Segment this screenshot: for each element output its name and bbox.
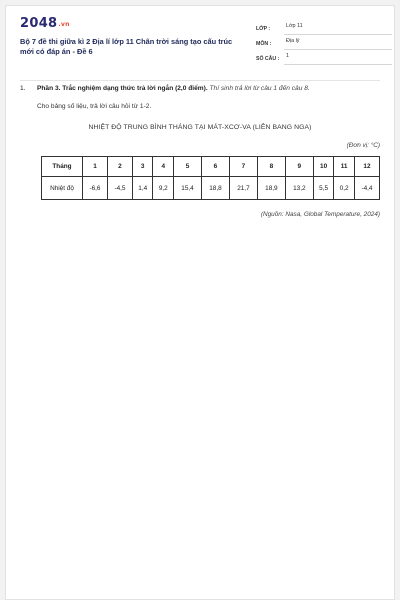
table-month-cell: 5	[174, 157, 202, 177]
table-month-cell: 8	[257, 157, 285, 177]
table-value-cell: -4,5	[107, 177, 132, 200]
table-month-cell: 9	[285, 157, 313, 177]
table-month-cell: 3	[132, 157, 153, 177]
table-source: (Nguồn: Nasa, Global Temperature, 2024)	[260, 211, 380, 218]
table-row-label: Nhiệt độ	[42, 177, 83, 200]
table-value-cell: 1,4	[132, 177, 153, 200]
table-month-cell: 11	[334, 157, 355, 177]
table-value-cell: 9,2	[153, 177, 174, 200]
question-intro: Cho bảng số liệu, trả lời câu hỏi từ 1-2.	[37, 103, 152, 110]
page-header	[20, 16, 380, 74]
meta-value: 1	[284, 53, 392, 65]
table-value-cell: 18,9	[257, 177, 285, 200]
table-month-cell: 1	[83, 157, 108, 177]
document-page	[5, 5, 395, 600]
question-block	[20, 84, 380, 219]
table-header-row	[42, 157, 380, 177]
table-value-cell: -4,4	[354, 177, 379, 200]
logo-main: 2048	[20, 16, 58, 31]
question-part: Phần 3. Trắc nghiệm dạng thức trả lời ngắn (2,0 điểm).	[37, 85, 208, 92]
table-row	[42, 177, 380, 200]
table-value-cell: 0,2	[334, 177, 355, 200]
table-value-cell: 13,2	[285, 177, 313, 200]
meta-row-subject	[256, 35, 392, 50]
meta-info	[256, 20, 392, 65]
table-value-cell: 15,4	[174, 177, 202, 200]
logo-sub: .vn	[58, 21, 70, 28]
table-month-cell: 12	[354, 157, 379, 177]
table-value-cell: 5,5	[313, 177, 334, 200]
meta-label: LỚP :	[256, 26, 271, 32]
meta-row-class	[256, 20, 392, 35]
site-logo[interactable]	[20, 16, 70, 31]
document-title: Bộ 7 đề thi giữa kì 2 Địa lí lớp 11 Chân trời sáng tạo cấu trúc mới có đáp án - Đề 6	[20, 37, 233, 56]
meta-label: SỐ CÂU :	[256, 56, 280, 62]
temperature-table	[41, 156, 380, 200]
table-month-cell: 2	[107, 157, 132, 177]
table-month-cell: 6	[201, 157, 229, 177]
table-month-cell: 7	[229, 157, 257, 177]
question-text	[37, 84, 310, 93]
meta-label: MÔN :	[256, 41, 272, 47]
table-value-cell: 18,8	[201, 177, 229, 200]
meta-value: Địa lý	[284, 38, 392, 50]
table-value-cell: -6,6	[83, 177, 108, 200]
question-number: 1.	[20, 85, 26, 92]
table-header-label: Tháng	[42, 157, 83, 177]
table-title: NHIỆT ĐỘ TRUNG BÌNH THÁNG TẠI MÁT-XCƠ-VA (LIÊN BANG NGA)	[88, 124, 312, 131]
table-month-cell: 4	[153, 157, 174, 177]
question-heading	[20, 84, 380, 93]
question-instruction: Thí sinh trả lời từ câu 1 đến câu 8.	[209, 85, 310, 92]
meta-value: Lớp 11	[284, 23, 392, 35]
table-value-cell: 21,7	[229, 177, 257, 200]
meta-row-count	[256, 50, 392, 65]
table-month-cell: 10	[313, 157, 334, 177]
header-divider	[20, 80, 380, 81]
table-unit: (Đơn vị: °C)	[346, 142, 380, 149]
